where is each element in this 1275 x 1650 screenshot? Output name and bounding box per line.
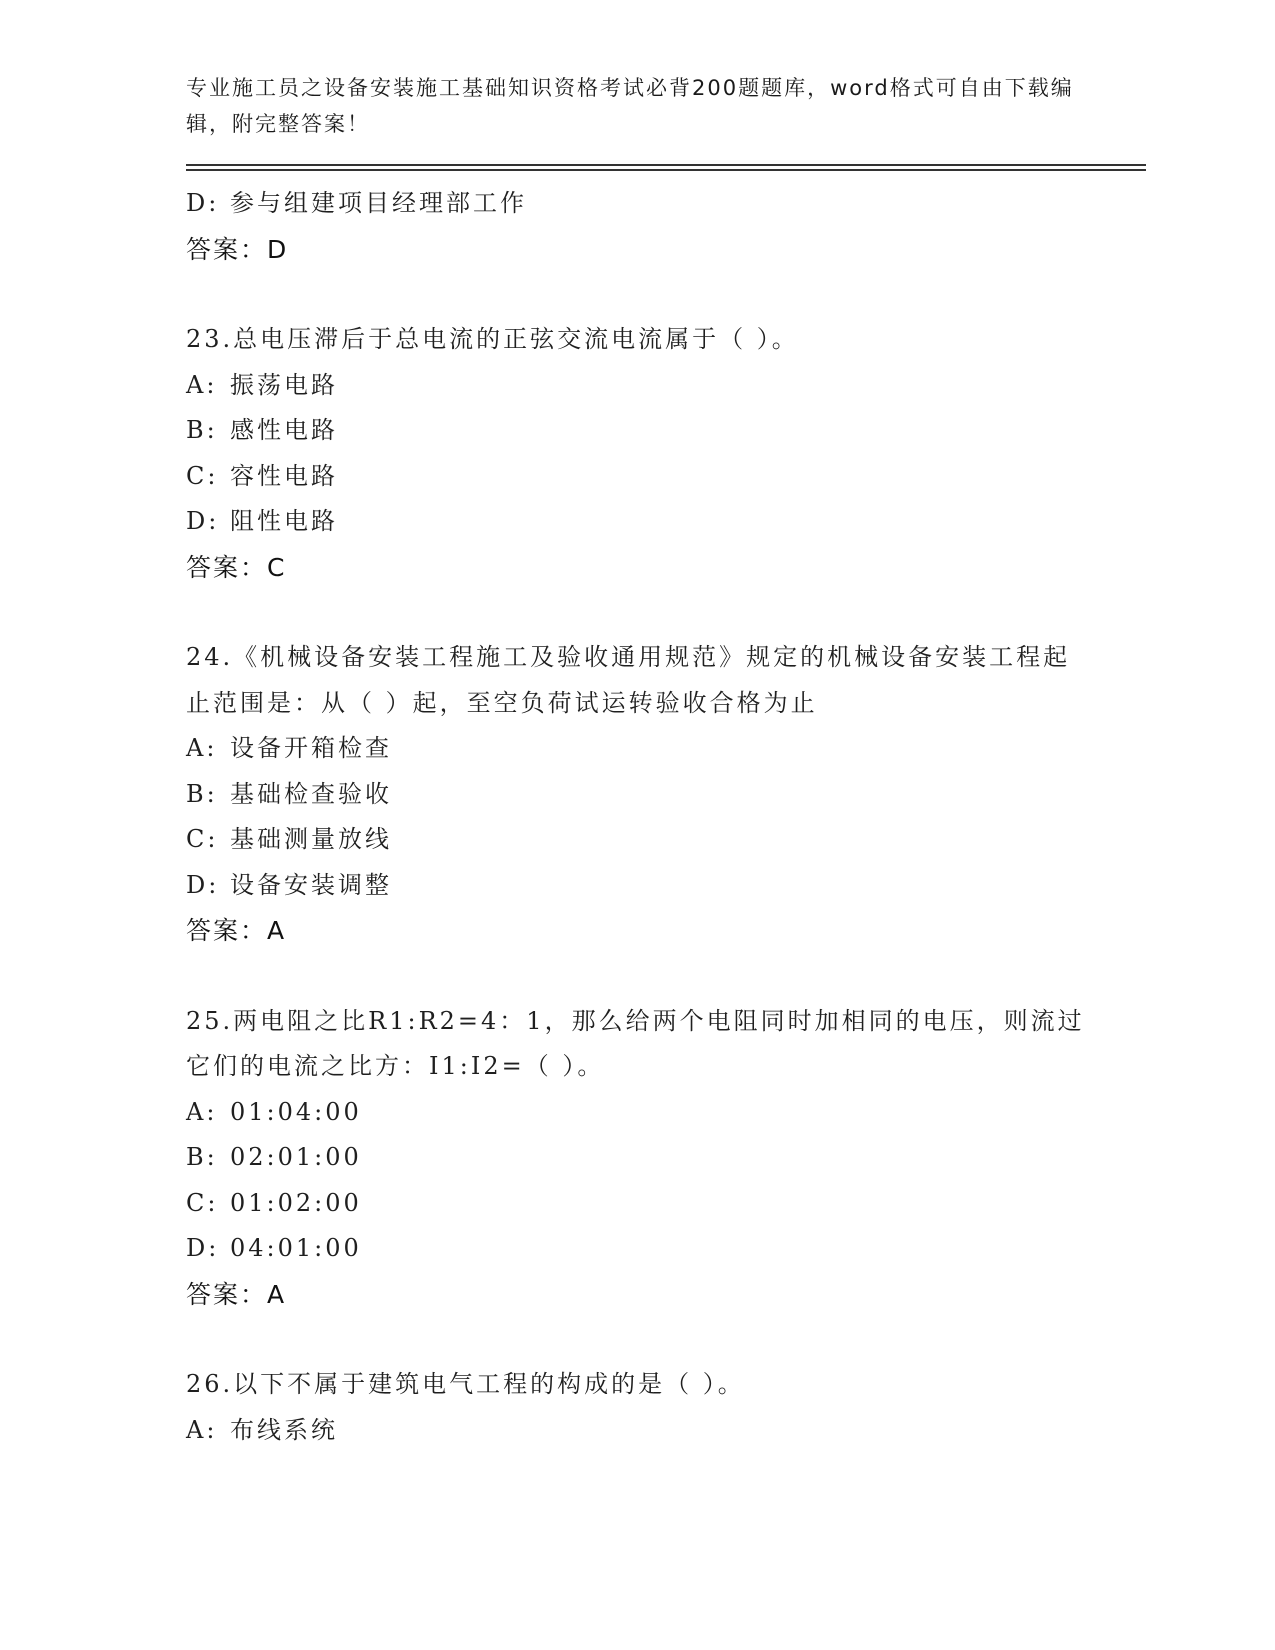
option-label: A: xyxy=(186,370,218,399)
option-label: A: xyxy=(186,1415,218,1444)
question-23 xyxy=(186,317,1146,590)
option-d xyxy=(186,863,1146,909)
option-a xyxy=(186,363,1146,409)
option-text: 感性电路 xyxy=(230,416,338,444)
option-a xyxy=(186,726,1146,772)
option-d xyxy=(186,1226,1146,1272)
option-label: D: xyxy=(186,870,220,899)
question-stem: 26.以下不属于建筑电气工程的构成的是（ ）。 xyxy=(186,1370,745,1398)
question-26 xyxy=(186,1362,1146,1453)
header-divider xyxy=(186,164,1146,171)
option-label: B: xyxy=(186,779,218,808)
option-label: C: xyxy=(186,461,219,490)
option-text: 02:01:00 xyxy=(230,1143,362,1171)
option-c xyxy=(186,454,1146,500)
question-spacer xyxy=(186,272,1146,317)
option-text: 容性电路 xyxy=(230,461,338,490)
option-a xyxy=(186,1408,1146,1454)
answer-line: 答案：A xyxy=(186,916,287,945)
answer-line: 答案：D xyxy=(186,234,289,264)
option-a xyxy=(186,1090,1146,1136)
question-spacer xyxy=(186,590,1146,635)
header-divider-line-top xyxy=(186,164,1146,166)
option-text: 04:01:00 xyxy=(230,1234,362,1262)
question-25 xyxy=(186,999,1146,1318)
question-stem: 24.《机械设备安装工程施工及验收通用规范》规定的机械设备安装工程起止范围是：从（ ）起，至空负荷试运转验收合格为止 xyxy=(186,643,1071,717)
option-text: 设备开箱检查 xyxy=(230,734,392,762)
option-label: B: xyxy=(186,416,218,444)
document-page xyxy=(186,70,1146,1453)
option-b xyxy=(186,772,1146,818)
option-b xyxy=(186,408,1146,454)
question-stem: 25.两电阻之比R1:R2=4：1，那么给两个电阻同时加相同的电压，则流过它们的电流之比方：I1:I2=（ ）。 xyxy=(186,1006,1085,1080)
option-label: B: xyxy=(186,1143,218,1171)
option-label: D: xyxy=(186,189,220,217)
option-c xyxy=(186,1181,1146,1227)
option-label: A: xyxy=(186,734,218,762)
option-label: D: xyxy=(186,1234,220,1262)
option-label: C: xyxy=(186,825,219,853)
option-d xyxy=(186,181,1146,227)
question-spacer xyxy=(186,1317,1146,1362)
option-text: 阻性电路 xyxy=(230,507,338,535)
option-text: 基础测量放线 xyxy=(230,825,392,853)
option-label: A: xyxy=(186,1097,218,1126)
option-b xyxy=(186,1135,1146,1181)
carryover-block xyxy=(186,181,1146,272)
option-text: 设备安装调整 xyxy=(230,870,392,899)
header-divider-line-bottom xyxy=(186,169,1146,171)
option-text: 基础检查验收 xyxy=(230,779,392,808)
option-text: 01:02:00 xyxy=(230,1188,362,1217)
question-spacer xyxy=(186,954,1146,999)
option-label: D: xyxy=(186,507,220,535)
option-label: C: xyxy=(186,1188,219,1217)
option-c xyxy=(186,817,1146,863)
option-text: 参与组建项目经理部工作 xyxy=(230,189,527,217)
question-stem: 23.总电压滞后于总电流的正弦交流电流属于（ ）。 xyxy=(186,325,799,353)
document-header: 专业施工员之设备安装施工基础知识资格考试必背200题题库，word格式可自由下载编辑，附完整答案！ xyxy=(186,76,1074,136)
answer-line: 答案：C xyxy=(186,552,287,582)
option-text: 布线系统 xyxy=(230,1415,338,1444)
question-24 xyxy=(186,635,1146,954)
option-text: 振荡电路 xyxy=(230,370,338,399)
option-d xyxy=(186,499,1146,545)
option-text: 01:04:00 xyxy=(230,1097,362,1126)
answer-line: 答案：A xyxy=(186,1279,287,1309)
